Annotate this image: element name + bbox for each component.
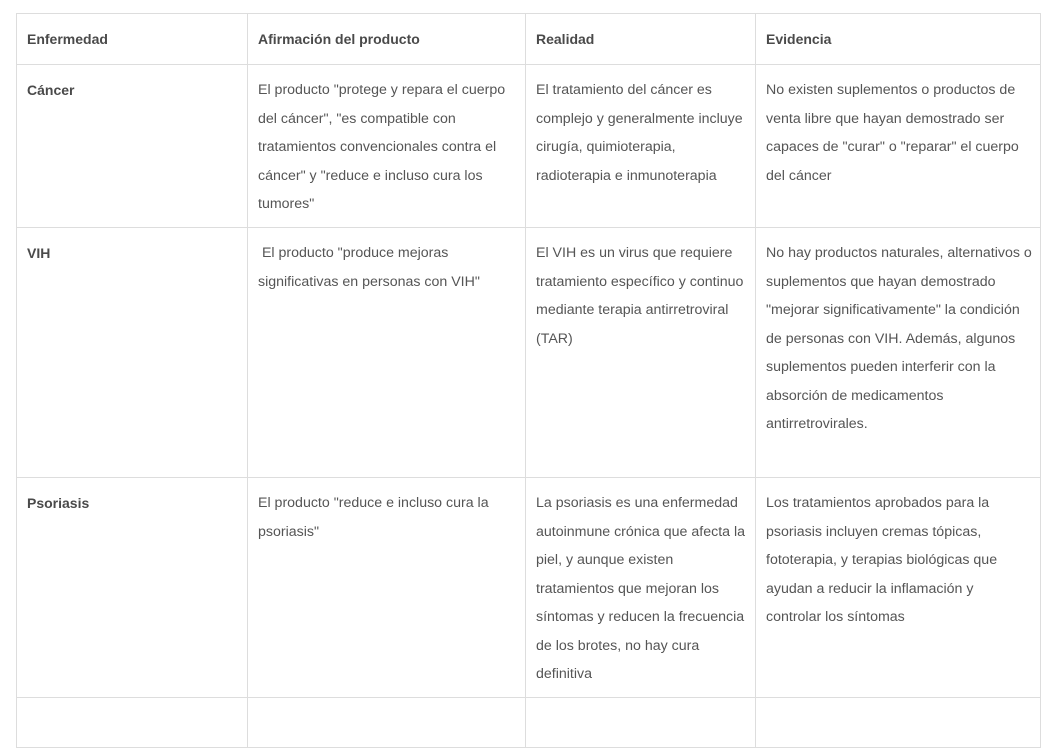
table-row-partial: [17, 698, 1041, 748]
reality-cell: El VIH es un virus que requiere tratamiento específico y continuo mediante terapia antirretroviral (TAR): [526, 228, 756, 478]
table-row: [17, 228, 1041, 478]
empty-cell: [526, 698, 756, 748]
header-evidencia: Evidencia: [756, 14, 1041, 65]
empty-cell: [756, 698, 1041, 748]
empty-cell: [17, 698, 248, 748]
table-header-row: [17, 14, 1041, 65]
reality-cell: La psoriasis es una enfermedad autoinmune crónica que afecta la piel, y aunque existen tratamientos que mejoran los síntomas y reducen la frecuencia de los brotes, no hay cura definitiva: [526, 478, 756, 698]
evidence-cell: No hay productos naturales, alternativos o suplementos que hayan demostrado "mejorar significativamente" la condición de personas con VIH. Además, algunos suplementos pueden interferir con la absorción de medicamentos antirretrovirales.: [756, 228, 1041, 478]
claim-cell: El producto "protege y repara el cuerpo del cáncer", "es compatible con tratamientos convencionales contra el cáncer" y "reduce e incluso cura los tumores": [248, 65, 526, 228]
empty-cell: [248, 698, 526, 748]
evidence-cell: No existen suplementos o productos de venta libre que hayan demostrado ser capaces de "curar" o "reparar" el cuerpo del cáncer: [756, 65, 1041, 228]
claim-cell: El producto "reduce e incluso cura la psoriasis": [248, 478, 526, 698]
disease-cell: VIH: [17, 228, 248, 478]
claims-table: [16, 13, 1041, 748]
disease-cell: Cáncer: [17, 65, 248, 228]
table-row: [17, 478, 1041, 698]
evidence-cell: Los tratamientos aprobados para la psoriasis incluyen cremas tópicas, fototerapia, y terapias biológicas que ayudan a reducir la inflamación y controlar los síntomas: [756, 478, 1041, 698]
header-enfermedad: Enfermedad: [17, 14, 248, 65]
reality-cell: El tratamiento del cáncer es complejo y generalmente incluye cirugía, quimioterapia, radioterapia e inmunoterapia: [526, 65, 756, 228]
table-row: [17, 65, 1041, 228]
claim-cell: El producto "produce mejoras significativas en personas con VIH": [248, 228, 526, 478]
disease-cell: Psoriasis: [17, 478, 248, 698]
header-afirmacion: Afirmación del producto: [248, 14, 526, 65]
claims-table-container: [16, 13, 1040, 748]
header-realidad: Realidad: [526, 14, 756, 65]
